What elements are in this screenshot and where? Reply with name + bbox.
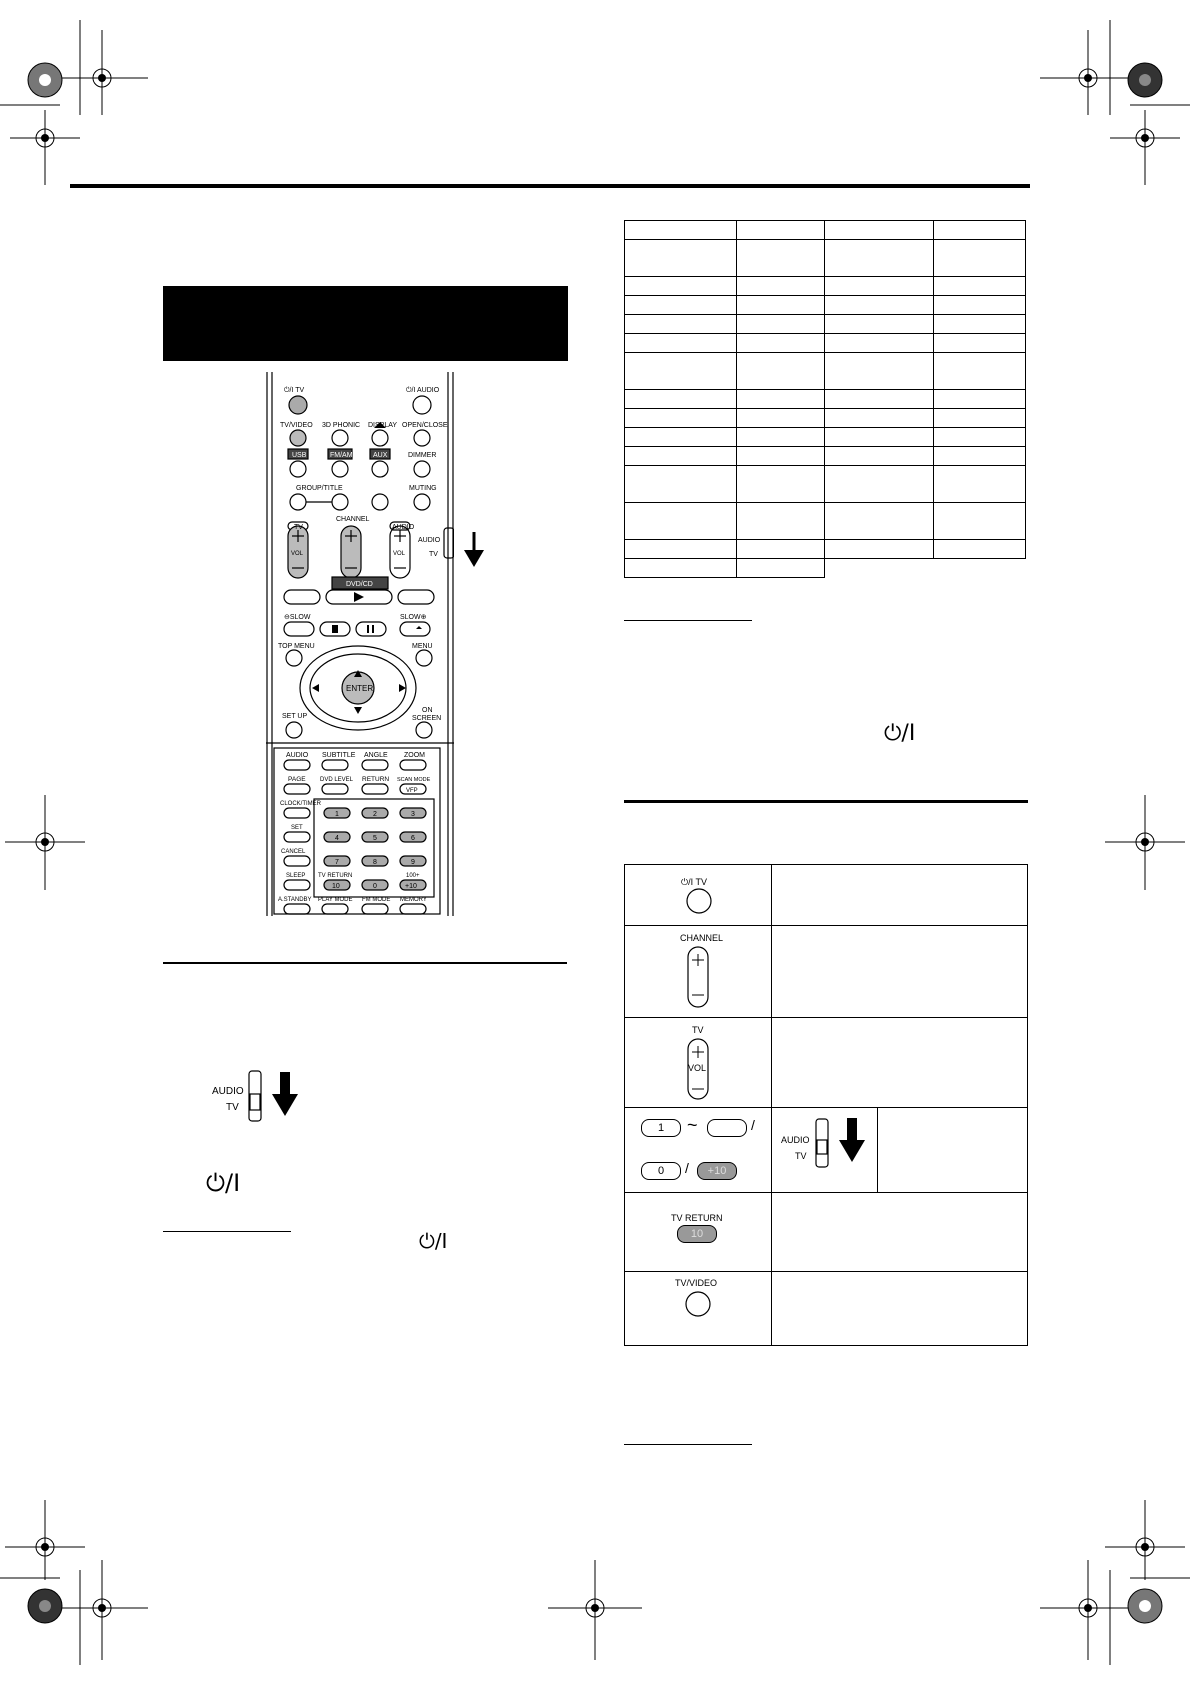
table-row [625, 240, 1026, 277]
code-table [624, 220, 1026, 578]
table-row [625, 334, 1026, 353]
remote-vol-left-label: VOL [291, 551, 304, 557]
note-rule-right [624, 620, 752, 621]
op-switch-audio-label: AUDIO [781, 1135, 810, 1145]
remote-scan-mode-label: SCAN MODE [397, 777, 431, 783]
remote-angle-label: ANGLE [364, 752, 388, 759]
plus10-button-icon: +10 [697, 1162, 737, 1180]
remote-play-mode-label: PLAY MODE [318, 897, 353, 903]
remote-fm-mode-label: FM MODE [362, 897, 391, 903]
digit-0-button-icon: 0 [641, 1162, 681, 1180]
remote-digit: 10 [332, 883, 340, 890]
remote-screen-label: SCREEN [412, 715, 442, 722]
remote-digit: 4 [335, 835, 339, 842]
remote-digit: 0 [373, 883, 377, 890]
power-standby-icon: ⏻/I [884, 721, 916, 746]
remote-channel-label: CHANNEL [336, 516, 370, 523]
remote-zoom-label: ZOOM [404, 752, 425, 759]
note-rule-left [163, 1231, 291, 1232]
left-switch-tv-label: TV [226, 1102, 239, 1113]
remote-dimmer-label: DIMMER [408, 452, 437, 459]
remote-page-label: PAGE [288, 776, 306, 783]
remote-tv-return-label: TV RETURN [318, 873, 353, 879]
remote-vfp-label: VFP [406, 788, 418, 794]
down-arrow-icon [839, 1118, 865, 1162]
power-tv-button-icon [685, 887, 713, 915]
slash-glyph: / [685, 1160, 689, 1176]
section-rule-right [624, 800, 1028, 803]
remote-subtitle-label: SUBTITLE [322, 752, 356, 759]
remote-power-audio-label: ⏻/I AUDIO [406, 387, 440, 394]
tv-operations-table [624, 864, 1028, 1346]
section-rule-left [163, 962, 567, 964]
remote-slow-plus-label: SLOW⊕ [400, 614, 427, 621]
remote-display-label: DISPLAY [368, 422, 398, 429]
remote-muting-label: MUTING [409, 485, 437, 492]
remote-btn-audio-label: AUDIO [286, 752, 309, 759]
remote-open-close-label: OPEN/CLOSE [402, 422, 448, 429]
op-tv-return-label: TV RETURN [671, 1213, 723, 1223]
tilde-glyph: ~ [687, 1115, 698, 1135]
audio-tv-switch-icon [248, 1070, 262, 1122]
table-row [625, 353, 1026, 390]
remote-set-up-label: SET UP [282, 713, 308, 720]
remote-power-tv-label: ⏻/I TV [284, 387, 305, 394]
channel-rocker-icon [686, 945, 710, 1009]
audio-tv-switch-icon [815, 1118, 829, 1168]
table-row [625, 559, 1026, 578]
op-power-tv-label: ⏻/I TV [681, 877, 707, 887]
remote-group-title-label: GROUP/TITLE [296, 485, 343, 492]
remote-digit: 3 [411, 811, 415, 818]
remote-menu-label: MENU [412, 643, 433, 650]
remote-digit: 1 [335, 811, 339, 818]
digit-button-icon [707, 1119, 747, 1137]
remote-enter-label: ENTER [346, 684, 374, 693]
down-arrow-icon [272, 1072, 298, 1116]
op-tv-video-label: TV/VIDEO [675, 1278, 718, 1288]
remote-tv-label: TV [294, 524, 303, 531]
table-row [625, 296, 1026, 315]
slash-glyph: / [751, 1117, 755, 1133]
remote-tv-video-label: TV/VIDEO [280, 422, 313, 429]
remote-dvd-level-label: DVD LEVEL [320, 777, 354, 783]
remote-cancel-label: CANCEL [281, 849, 306, 855]
op-vol-label: VOL [688, 1063, 707, 1073]
remote-digit: 8 [373, 859, 377, 866]
remote-control-illustration [266, 372, 454, 916]
power-standby-icon: ⏻/I [206, 1169, 241, 1197]
remote-switch-tv-label: TV [429, 551, 438, 558]
table-row [625, 315, 1026, 334]
op-switch-tv-label: TV [795, 1151, 807, 1161]
table-row [625, 409, 1026, 428]
remote-on-label: ON [422, 707, 433, 714]
remote-aux-label: AUX [373, 452, 388, 459]
left-switch-audio-label: AUDIO [212, 1086, 244, 1097]
op-tv-label: TV [692, 1025, 704, 1035]
remote-clock-timer-label: CLOCK/TIMER [280, 801, 322, 807]
remote-top-menu-label: TOP MENU [278, 643, 315, 650]
tv-video-button-icon [684, 1290, 712, 1318]
remote-3d-phonic-label: 3D PHONIC [322, 422, 361, 429]
remote-dvd-cd-label: DVD/CD [346, 581, 373, 588]
remote-digit: 5 [373, 835, 377, 842]
op-channel-label: CHANNEL [680, 933, 724, 943]
section-title-box [163, 286, 568, 361]
table-row [625, 277, 1026, 296]
table-row [625, 428, 1026, 447]
remote-memory-label: MEMORY [400, 897, 427, 903]
remote-set-label: SET [291, 825, 303, 831]
remote-digit: 6 [411, 835, 415, 842]
remote-usb-label: USB [292, 452, 307, 459]
note-rule-bottom [624, 1444, 752, 1445]
remote-fm-am-label: FM/AM [330, 452, 353, 459]
down-arrow-icon [462, 532, 486, 568]
remote-audio-label: AUDIO [392, 524, 415, 531]
remote-digit: 2 [373, 811, 377, 818]
power-standby-icon: ⏻/I [419, 1229, 448, 1253]
tv-return-button-icon: 10 [677, 1225, 717, 1243]
digit-1-button-icon: 1 [641, 1119, 681, 1137]
remote-switch-audio-label: AUDIO [418, 537, 441, 544]
remote-slow-minus-label: ⊖SLOW [284, 614, 311, 621]
table-row [625, 390, 1026, 409]
remote-digit: 9 [411, 859, 415, 866]
header-rule [70, 184, 1030, 188]
remote-return-label: RETURN [362, 776, 390, 783]
remote-digit: +10 [405, 883, 417, 890]
remote-sleep-label: SLEEP [286, 873, 306, 879]
table-row [625, 221, 1026, 240]
table-row [625, 447, 1026, 466]
table-row [625, 540, 1026, 559]
table-row [625, 466, 1026, 503]
remote-a-standby-label: A.STANDBY [278, 897, 312, 903]
remote-vol-right-label: VOL [393, 551, 406, 557]
table-row [625, 503, 1026, 540]
remote-100-plus-label: 100+ [406, 873, 420, 879]
remote-digit: 7 [335, 859, 339, 866]
